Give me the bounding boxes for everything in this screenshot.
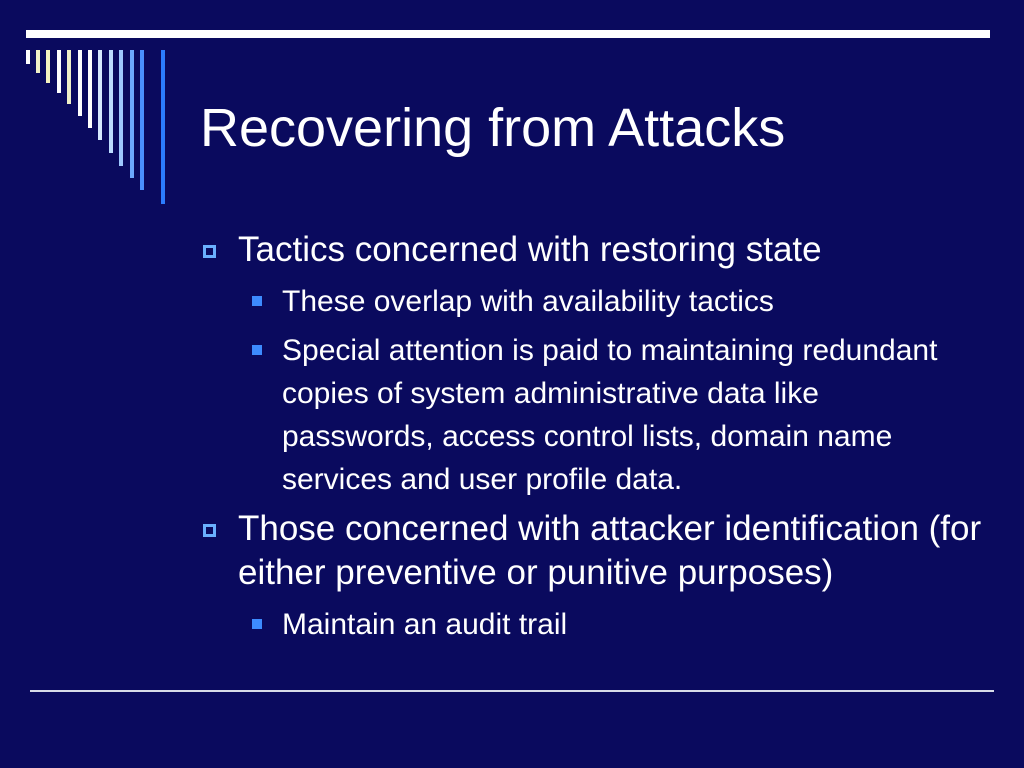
bullet-level1 — [200, 228, 1020, 272]
stripe — [88, 50, 92, 128]
top-rule — [26, 30, 990, 38]
bottom-rule — [30, 690, 994, 692]
stripe — [78, 50, 82, 116]
bullet-text: Special attention is paid to maintaining redundant copies of system administrative data like passwords, access control lists, domain name services and user profile data. — [282, 334, 938, 496]
slide-title: Recovering from Attacks — [200, 98, 786, 158]
stripe — [130, 50, 134, 178]
bullet-text: Maintain an audit trail — [282, 608, 568, 641]
bullet-level2 — [282, 603, 1020, 646]
stripe — [109, 50, 113, 153]
stripe — [140, 50, 144, 190]
stripe — [161, 50, 165, 204]
stripe — [26, 50, 30, 64]
stripe — [98, 50, 102, 140]
bullet-level2 — [282, 329, 970, 501]
stripe — [36, 50, 40, 73]
stripe — [57, 50, 61, 93]
bullet-level2 — [282, 280, 1020, 323]
hollow-square-bullet-icon — [203, 245, 216, 258]
stripe — [119, 50, 123, 166]
stripe — [67, 50, 71, 104]
bullet-level1 — [200, 507, 1020, 595]
slide-body — [200, 228, 1020, 652]
filled-square-bullet-icon — [252, 296, 262, 306]
stripe — [46, 50, 50, 83]
bullet-text: These overlap with availability tactics — [282, 285, 774, 318]
filled-square-bullet-icon — [252, 345, 262, 355]
filled-square-bullet-icon — [252, 619, 262, 629]
bullet-text: Tactics concerned with restoring state — [238, 230, 822, 269]
bullet-text: Those concerned with attacker identification (for either preventive or punitive purposes) — [238, 509, 982, 592]
hollow-square-bullet-icon — [203, 524, 216, 537]
